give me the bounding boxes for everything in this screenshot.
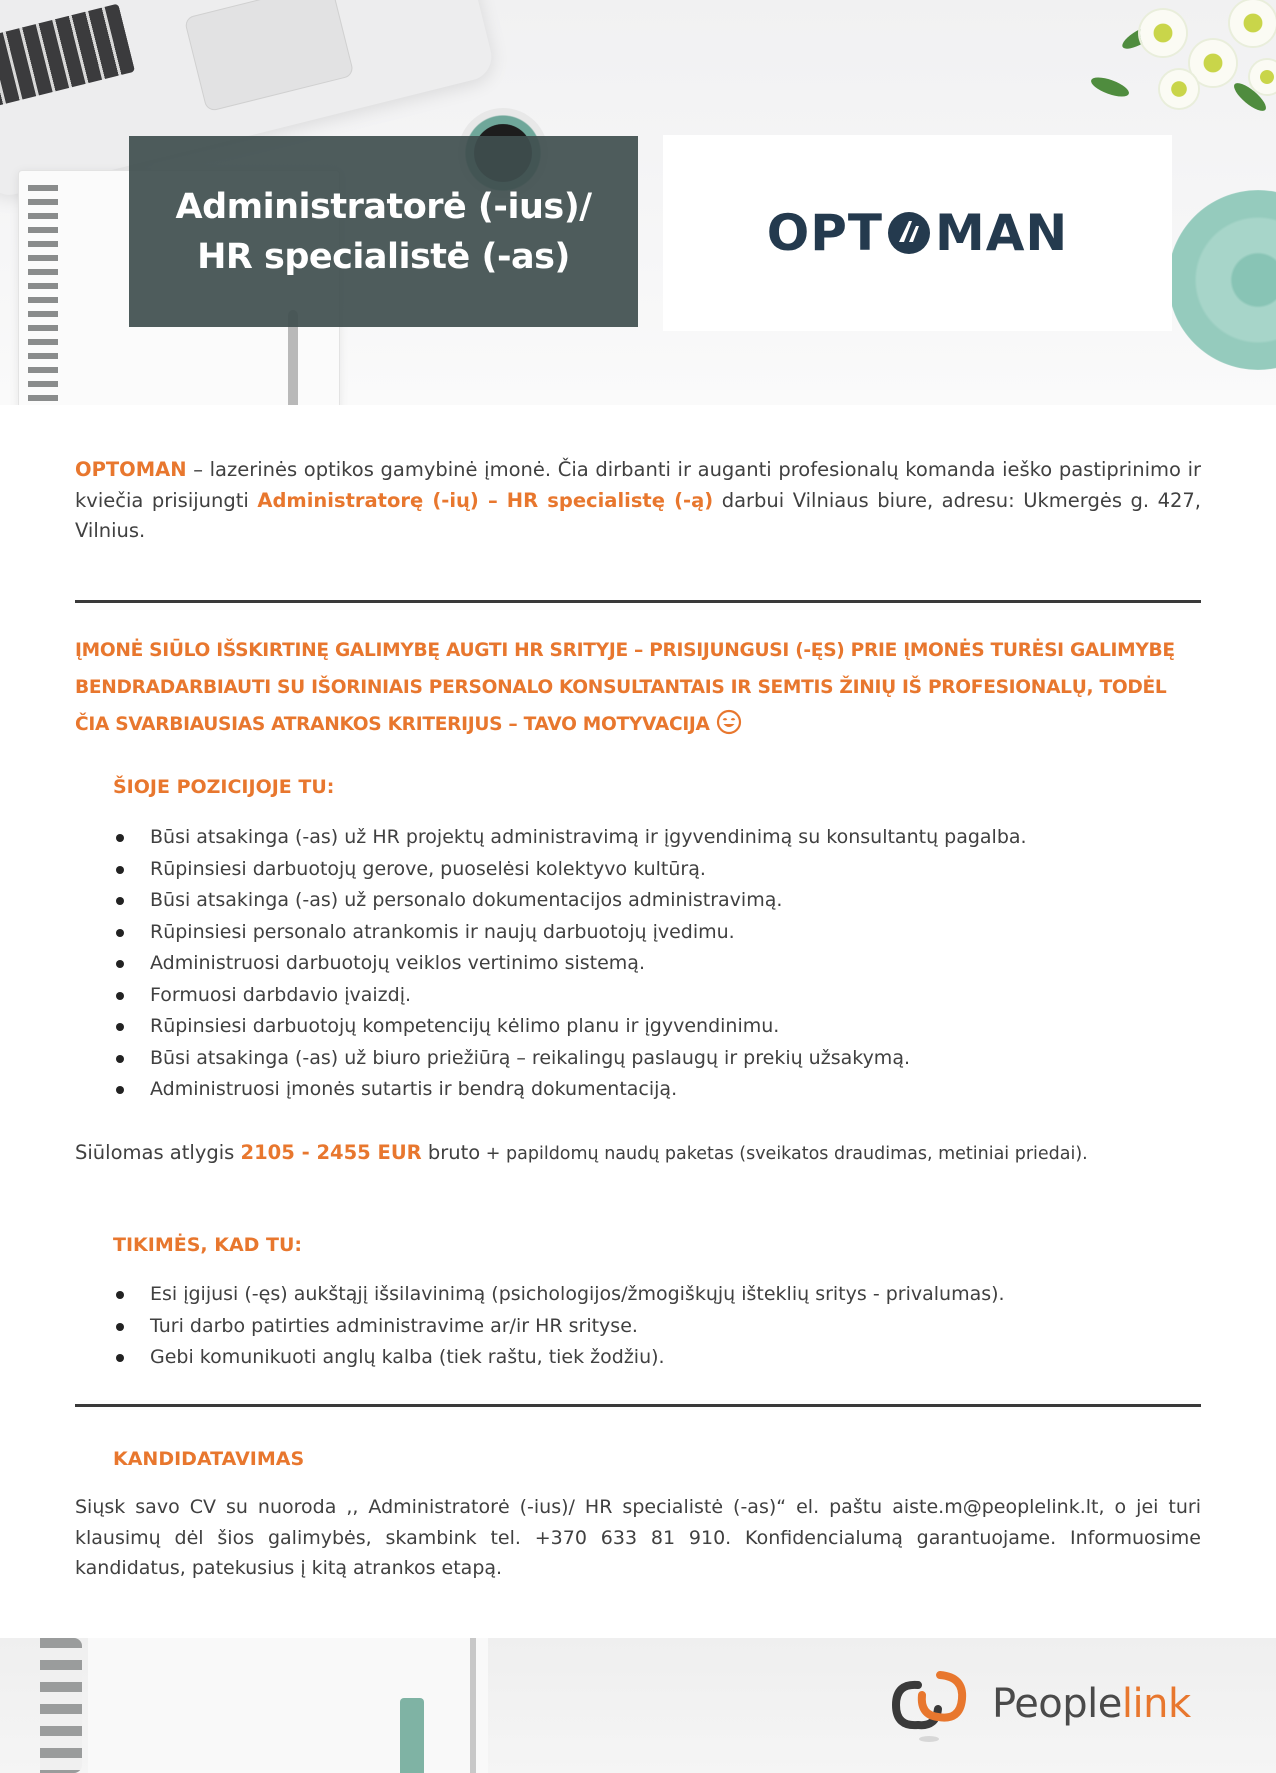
marker-image (400, 1698, 424, 1773)
requirements-list (113, 1279, 1193, 1374)
notebook-spiral-image (40, 1638, 82, 1773)
responsibility-item: Rūpinsiesi personalo atrankomis ir naujų darbuotojų įvedimu. (113, 917, 1193, 949)
salary-line (75, 1141, 1088, 1164)
brand-part-2: link (1121, 1681, 1191, 1727)
company-logo-panel (663, 135, 1172, 331)
requirements-title: TIKIMĖS, KAD TU: (113, 1234, 303, 1256)
responsibility-item: Rūpinsiesi darbuotojų gerove, puoselėsi kolektyvo kultūrą. (113, 854, 1193, 886)
responsibility-item: Būsi atsakinga (-as) už biuro priežiūrą – reikalingų paslaugų ir prekių užsakymą. (113, 1043, 1193, 1075)
responsibility-item: Formuosi darbdavio įvaizdį. (113, 980, 1193, 1012)
apply-text: Siųsk savo CV su nuoroda ,, Administratorė (-ius)/ HR specialistė (-as)“ el. paštu aiste.m@peoplelink.lt, o jei turi klausimų dėl šios galimybės, skambink tel. +370 633 81 910. Konfidencialumą garantuojame. Informuosime kandidatus, patekusius į kitą atrankos etapą. (75, 1496, 1201, 1579)
intro-paragraph (75, 455, 1201, 547)
peoplelink-logo-icon (888, 1665, 970, 1743)
requirement-item: Gebi komunikuoti anglų kalba (tiek raštu, tiek žodžiu). (113, 1342, 1193, 1374)
logo-text-left: OPT (766, 204, 883, 262)
intro-text-2: darbui Vilniaus biure, adresu: Ukmergės g. 427, Vilnius. (75, 488, 1202, 542)
job-title-banner (129, 136, 638, 327)
responsibility-item: Būsi atsakinga (-as) už personalo dokumentacijos administravimą. (113, 885, 1193, 917)
job-title-line-2: HR specialistė (-as) (197, 236, 570, 277)
keyboard-image (0, 4, 135, 108)
headline-text: ĮMONĖ SIŪLO IŠSKIRTINĘ GALIMYBĘ AUGTI HR SRITYJE – PRISIJUNGUSI (-ĘS) PRIE ĮMONĖS TURĖSI GALIMYBĘ BENDRADARBIAUTI SU IŠORINIAIS PERSONALO KONSULTANTAIS IR SEMTIS ŽINIŲ IŠ PROFESIONALŲ, TODĖL ČIA SVARBIAUSIAS ATRANKOS KRITERIJUS – TAVO MOTYVACIJA (75, 640, 1175, 735)
intro-section (75, 455, 1201, 547)
responsibility-item: Administruosi įmonės sutartis ir bendrą dokumentaciją. (113, 1074, 1193, 1106)
salary-suffix: bruto (421, 1141, 481, 1164)
salary-extra: + papildomų naudų paketas (sveikatos draudimas, metiniai priedai). (480, 1144, 1088, 1164)
teapot-image (1168, 190, 1276, 370)
pen-image (470, 1638, 476, 1773)
logo-text-right: MAN (934, 204, 1069, 262)
optoman-logo (767, 204, 1069, 262)
responsibilities-title: ŠIOJE POZICIJOJE TU: (113, 776, 335, 798)
salary-amount: 2105 - 2455 EUR (240, 1141, 422, 1164)
salary-prefix: Siūlomas atlygis (75, 1141, 241, 1164)
touchpad-image (184, 0, 355, 112)
headline (75, 632, 1205, 743)
flowers-image (1080, 0, 1276, 140)
job-title-line-1: Administratorė (-ius)/ (175, 186, 592, 227)
position-name: Administratorę (-ių) – HR specialistę (-ą) (257, 488, 714, 512)
responsibility-item: Būsi atsakinga (-as) už HR projektų administravimą ir įgyvendinimą su konsultantų pagalba. (113, 822, 1193, 854)
notebook-spiral-image (28, 185, 58, 405)
divider (75, 600, 1201, 603)
peoplelink-wordmark (992, 1681, 1191, 1727)
smiley-icon (716, 709, 742, 735)
brand-part-1: People (992, 1681, 1122, 1727)
notebook-image (88, 1638, 488, 1773)
apply-title: KANDIDATAVIMAS (113, 1448, 305, 1470)
intro-text-1: – lazerinės optikos gamybinė įmonė. Čia dirbanti ir auganti profesionalų komanda ieško pastiprinimo ir kviečia prisijungti (75, 458, 1201, 512)
optoman-logo-icon (885, 209, 933, 257)
responsibility-item: Rūpinsiesi darbuotojų kompetencijų kėlimo planu ir įgyvendinimu. (113, 1011, 1193, 1043)
responsibility-item: Administruosi darbuotojų veiklos vertinimo sistemą. (113, 948, 1193, 980)
peoplelink-logo (888, 1664, 1198, 1744)
company-name: OPTOMAN (75, 458, 187, 481)
divider (75, 1404, 1201, 1407)
requirement-item: Esi įgijusi (-ęs) aukštąjį išsilavinimą (psichologijos/žmogiškųjų išteklių sritys - privalumas). (113, 1279, 1193, 1311)
responsibilities-list (113, 822, 1193, 1106)
requirement-item: Turi darbo patirties administravime ar/ir HR srityse. (113, 1311, 1193, 1343)
